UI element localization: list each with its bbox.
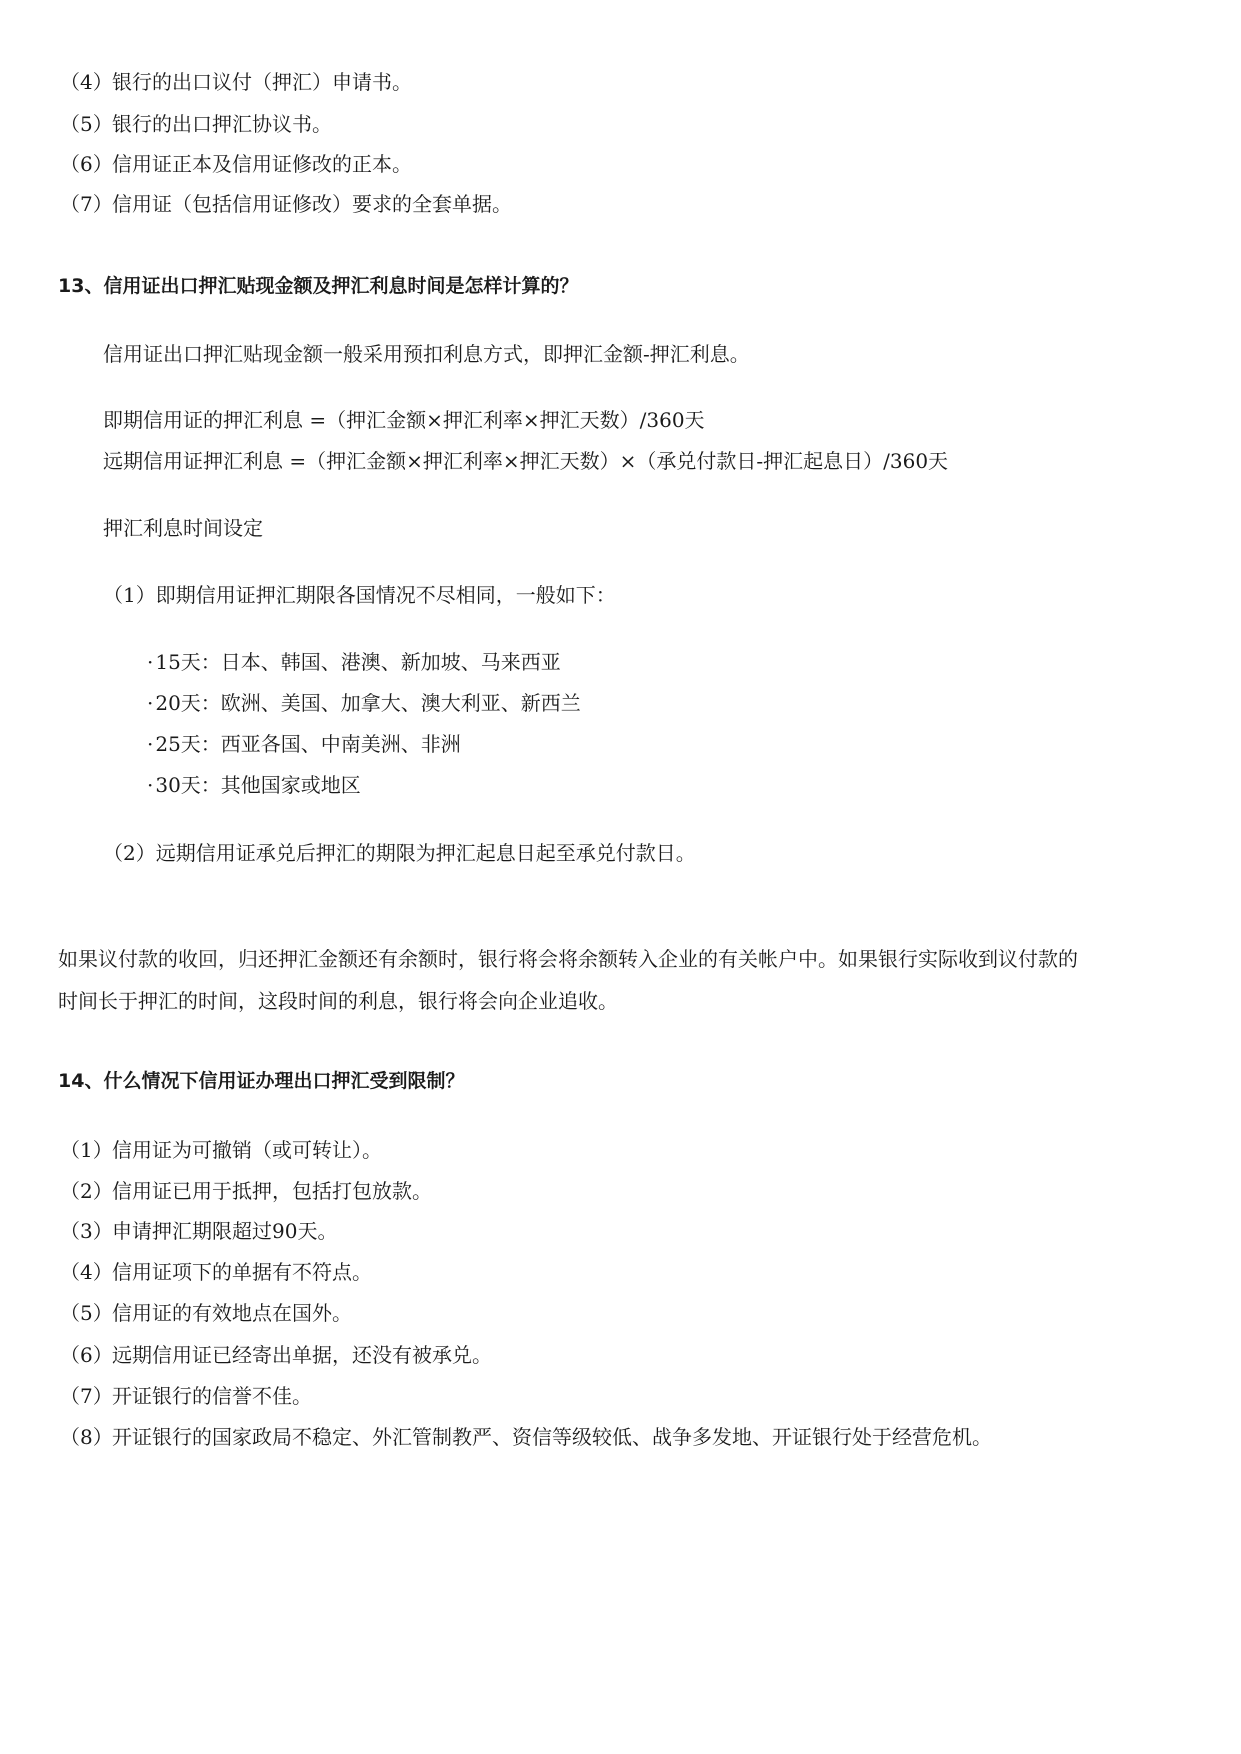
list-item-number: （7） [60,192,113,216]
bullet-text: 25天：西亚各国、中南美洲、非洲 [155,732,461,756]
section-14-heading: 14、什么情况下信用证办理出口押汇受到限制？ [58,1070,465,1092]
list-item [60,1181,432,1201]
list-item-number: （2） [60,1179,113,1203]
list-item-number: （3） [60,1219,113,1243]
interest-time-title: 押汇利息时间设定 [103,516,263,540]
list-item [60,1262,372,1282]
list-item-number: （6） [60,1343,113,1367]
list-item-number: （6） [60,152,113,176]
list-item-text: 信用证正本及信用证修改的正本。 [112,152,412,176]
bullet-text: 30天：其他国家或地区 [155,773,361,797]
list-item-number: （1） [60,1138,113,1162]
bullet-text: 15天：日本、韩国、港澳、新加坡、马来西亚 [155,650,561,674]
bullet-item [147,652,561,672]
bullet-symbol: · [147,650,154,674]
formula-sight-lc: 即期信用证的押汇利息 =（押汇金额×押汇利率×押汇天数）/360天 [103,408,705,432]
list-item-text: 远期信用证已经寄出单据，还没有被承兑。 [112,1343,492,1367]
list-item-text: 银行的出口议付（押汇）申请书。 [112,70,412,94]
list-item [60,1345,492,1365]
list-item-number: （8） [60,1425,113,1449]
list-item [60,1427,992,1447]
bullet-symbol: · [147,773,154,797]
bullet-symbol: · [147,691,154,715]
bullet-text: 20天：欧洲、美国、加拿大、澳大利亚、新西兰 [155,691,581,715]
list-item [60,72,412,92]
bullet-symbol: · [147,732,154,756]
bullet-item [147,775,361,795]
bullet-item [147,734,461,754]
bullet-item [147,693,581,713]
list-item [60,1303,352,1323]
list-item-number: （5） [60,1301,113,1325]
list-item-text: 信用证为可撤销（或可转让）。 [112,1138,382,1162]
list-item [60,1386,312,1406]
list-item [60,154,412,174]
usance-lc-period-item: （2）远期信用证承兑后押汇的期限为押汇起息日起至承兑付款日。 [103,841,696,865]
list-item-number: （7） [60,1384,113,1408]
list-item-text: 信用证（包括信用证修改）要求的全套单据。 [112,192,512,216]
section-13-heading: 13、信用证出口押汇贴现金额及押汇利息时间是怎样计算的？ [58,275,579,297]
sight-lc-period-item: （1）即期信用证押汇期限各国情况不尽相同，一般如下： [103,583,616,607]
paragraph-line: 时间长于押汇的时间，这段时间的利息，银行将会向企业追收。 [58,989,618,1013]
list-item-number: （5） [60,112,113,136]
paragraph-line: 如果议付款的收回，归还押汇金额还有余额时，银行将会将余额转入企业的有关帐户中。如果银行实际收到议付款的 [58,947,1078,971]
list-item-text: 信用证已用于抵押，包括打包放款。 [112,1179,432,1203]
list-item [60,1221,337,1241]
list-item-number: （4） [60,70,113,94]
list-item-text: 申请押汇期限超过90天。 [112,1219,338,1243]
list-item-text: 银行的出口押汇协议书。 [112,112,332,136]
section-13-intro: 信用证出口押汇贴现金额一般采用预扣利息方式，即押汇金额-押汇利息。 [103,342,750,366]
list-item-number: （4） [60,1260,113,1284]
list-item [60,194,512,214]
list-item [60,1140,382,1160]
formula-usance-lc: 远期信用证押汇利息 =（押汇金额×押汇利率×押汇天数）×（承兑付款日-押汇起息日）/360天 [103,449,949,473]
list-item [60,114,332,134]
list-item-text: 信用证项下的单据有不符点。 [112,1260,372,1284]
list-item-text: 信用证的有效地点在国外。 [112,1301,352,1325]
list-item-text: 开证银行的国家政局不稳定、外汇管制教严、资信等级较低、战争多发地、开证银行处于经营危机。 [112,1425,992,1449]
list-item-text: 开证银行的信誉不佳。 [112,1384,312,1408]
